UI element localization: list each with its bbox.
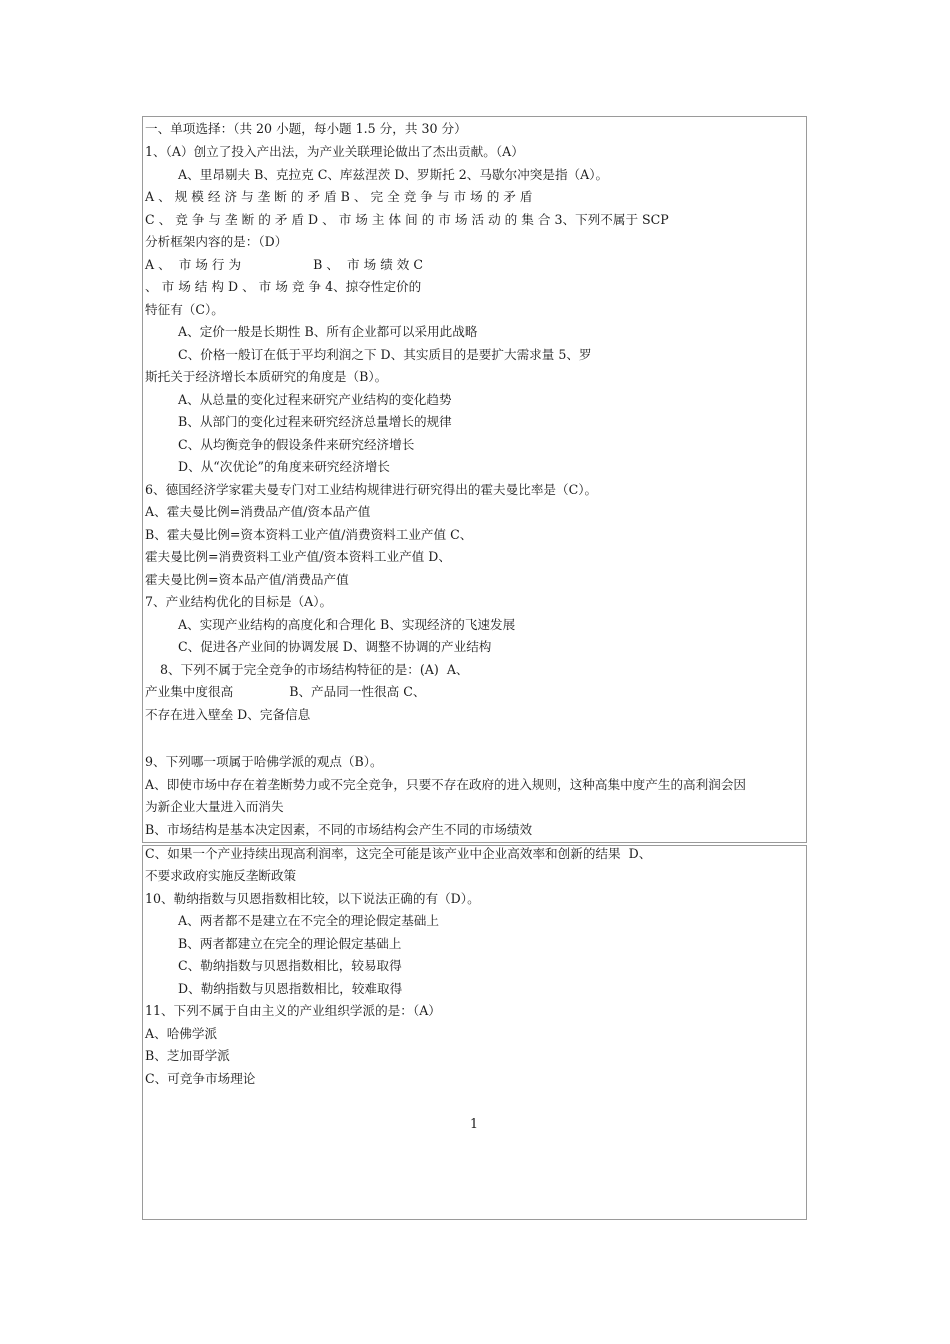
q5-option-b: B、从部门的变化过程来研究经济总量增长的规律 [178, 414, 452, 429]
q4-continued: 特征有（C）。 [145, 302, 224, 317]
q6-option-a: A、霍夫曼比例=消费品产值/资本品产值 [145, 504, 371, 519]
question-9: 9、下列哪一项属于哈佛学派的观点（B）。 [145, 754, 383, 769]
q11-option-b: B、芝加哥学派 [145, 1048, 230, 1063]
question-8: 8、下列不属于完全竞争的市场结构特征的是：(A) A、 [160, 662, 469, 677]
question-1: 1、（A）创立了投入产出法，为产业关联理论做出了杰出贡献。（A） [145, 144, 524, 159]
q5-option-c: C、从均衡竞争的假设条件来研究经济增长 [178, 437, 415, 452]
question-6: 6、德国经济学家霍夫曼专门对工业结构规律进行研究得出的霍夫曼比率是（C）。 [145, 482, 598, 497]
q9-option-c: C、如果一个产业持续出现高利润率，这完全可能是该产业中企业高效率和创新的结果 D、 [145, 846, 652, 861]
q8-options-cd: 不存在进入壁垒 D、完备信息 [145, 707, 311, 722]
q10-option-a: A、两者都不是建立在不完全的理论假定基础上 [178, 913, 439, 928]
q10-option-d: D、勒纳指数与贝恩指数相比，较难取得 [178, 981, 403, 996]
q5-option-a: A、从总量的变化过程来研究产业结构的变化趋势 [178, 392, 452, 407]
q2-options-ab: A 、 规 模 经 济 与 垄 断 的 矛 盾 B 、 完 全 竞 争 与 市 场 的 矛 盾 [145, 189, 533, 204]
q7-options-ab: A、实现产业结构的高度化和合理化 B、实现经济的飞速发展 [178, 617, 516, 632]
q3-options-ab: A 、 市 场 行 为 B 、 市 场 绩 效 C [145, 257, 424, 272]
q6-option-d: 霍夫曼比例=资本品产值/消费品产值 [145, 572, 349, 587]
q6-option-b: B、霍夫曼比例=资本资料工业产值/消费资料工业产值 C、 [145, 527, 473, 542]
q5-continued: 斯托关于经济增长本质研究的角度是（B）。 [145, 369, 388, 384]
question-7: 7、产业结构优化的目标是（A）。 [145, 594, 333, 609]
q9-option-a-continued: 为新企业大量进入而消失 [145, 799, 284, 814]
question-10: 10、勒纳指数与贝恩指数相比较，以下说法正确的有（D）。 [145, 891, 480, 906]
q5-option-d: D、从“次优论”的角度来研究经济增长 [178, 459, 390, 474]
q2-options-cd-q3: C 、 竞 争 与 垄 断 的 矛 盾 D 、 市 场 主 体 间 的 市 场 活 动 的 集 合 3、下列不属于 SCP [145, 212, 669, 227]
q9-option-b: B、市场结构是基本决定因素，不同的市场结构会产生不同的市场绩效 [145, 822, 533, 837]
q9-option-d: 不要求政府实施反垄断政策 [145, 868, 297, 883]
q10-option-b: B、两者都建立在完全的理论假定基础上 [178, 936, 402, 951]
q1-options-q2: A、里昂剔夫 B、克拉克 C、库兹涅茨 D、罗斯托 2、马歇尔冲突是指（A）。 [178, 167, 609, 182]
q3-options-cd-q4: 、 市 场 结 构 D 、 市 场 竞 争 4、掠夺性定价的 [145, 279, 422, 294]
q4-options-ab: A、定价一般是长期性 B、所有企业都可以采用此战略 [178, 324, 478, 339]
q11-option-c: C、可竞争市场理论 [145, 1071, 256, 1086]
q11-option-a: A、哈佛学派 [145, 1026, 218, 1041]
q4-options-cd-q5: C、价格一般订在低于平均利润之下 D、其实质目的是要扩大需求量 5、罗 [178, 347, 592, 362]
section-heading: 一、单项选择：（共 20 小题，每小题 1.5 分，共 30 分） [145, 121, 467, 136]
q6-option-c: 霍夫曼比例=消费资料工业产值/资本资料工业产值 D、 [145, 549, 451, 564]
question-11: 11、下列不属于自由主义的产业组织学派的是：（A） [145, 1003, 441, 1018]
q10-option-c: C、勒纳指数与贝恩指数相比，较易取得 [178, 958, 402, 973]
page-number: 1 [470, 1116, 479, 1131]
q9-option-a: A、即使市场中存在着垄断势力或不完全竞争，只要不存在政府的进入规则，这种高集中度产生的高利润会因 [145, 777, 747, 792]
q3-continued: 分析框架内容的是：（D） [145, 234, 288, 249]
q8-options-ab: 产业集中度很高 B、产品同一性很高 C、 [145, 684, 426, 699]
q7-options-cd: C、促进各产业间的协调发展 D、调整不协调的产业结构 [178, 639, 492, 654]
